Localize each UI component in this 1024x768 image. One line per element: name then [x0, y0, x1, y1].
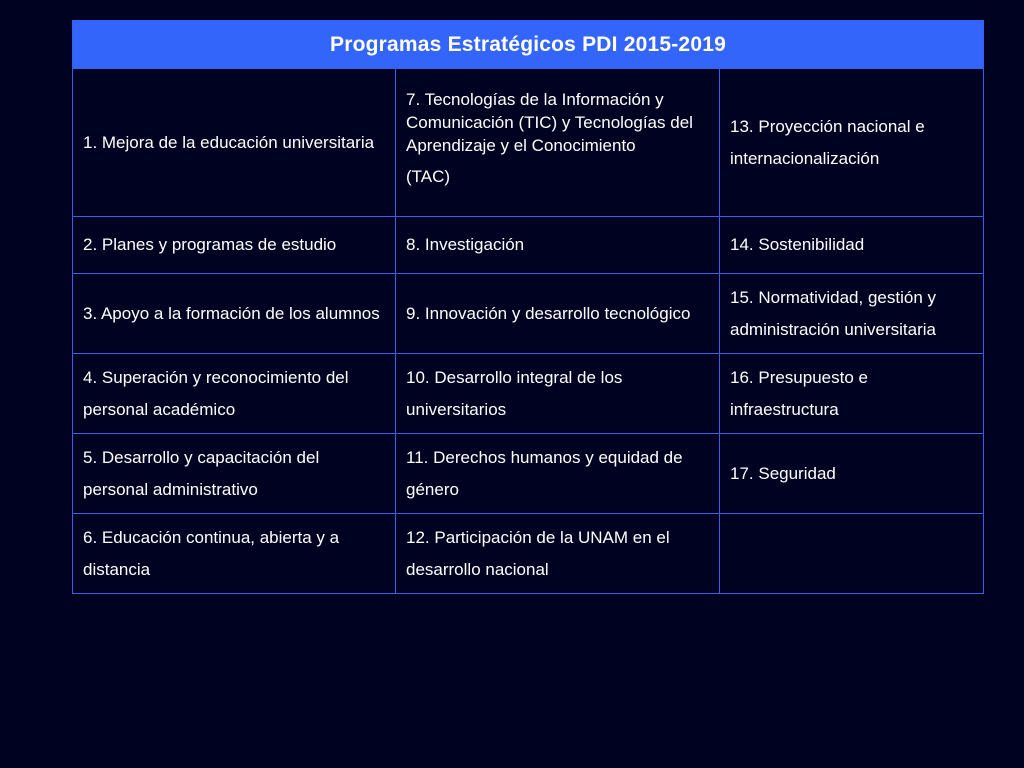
table-row: [73, 274, 984, 354]
table-cell: 3. Apoyo a la formación de los alumnos: [73, 274, 396, 354]
table-cell: 10. Desarrollo integral de los universitarios: [396, 354, 720, 434]
table-row: [73, 434, 984, 514]
table-cell-suffix: (TAC): [406, 167, 451, 186]
table-cell: 14. Sostenibilidad: [720, 217, 984, 274]
table-cell: [720, 514, 984, 594]
table-row: [73, 514, 984, 594]
table-cell: 8. Investigación: [396, 217, 720, 274]
table-cell: [396, 69, 720, 217]
table-cell: 1. Mejora de la educación universitaria: [73, 69, 396, 217]
table-cell: 9. Innovación y desarrollo tecnológico: [396, 274, 720, 354]
table-cell: 11. Derechos humanos y equidad de género: [396, 434, 720, 514]
table-row: [73, 354, 984, 434]
table-cell: 13. Proyección nacional e internacionalización: [720, 69, 984, 217]
table-cell: 4. Superación y reconocimiento del personal académico: [73, 354, 396, 434]
table-cell: 6. Educación continua, abierta y a distancia: [73, 514, 396, 594]
table-cell: 12. Participación de la UNAM en el desarrollo nacional: [396, 514, 720, 594]
programs-table: [72, 20, 984, 594]
table-cell: 16. Presupuesto e infraestructura: [720, 354, 984, 434]
table-row: [73, 217, 984, 274]
table-cell: 2. Planes y programas de estudio: [73, 217, 396, 274]
table-title: Programas Estratégicos PDI 2015-2019: [73, 21, 984, 69]
table-cell: 17. Seguridad: [720, 434, 984, 514]
table-cell: 5. Desarrollo y capacitación del personal administrativo: [73, 434, 396, 514]
table-row: [73, 69, 984, 217]
table-cell: 15. Normatividad, gestión y administración universitaria: [720, 274, 984, 354]
table-cell-text: 7. Tecnologías de la Información y Comunicación (TIC) y Tecnologías del Aprendizaje y el Conocimiento: [406, 90, 693, 155]
